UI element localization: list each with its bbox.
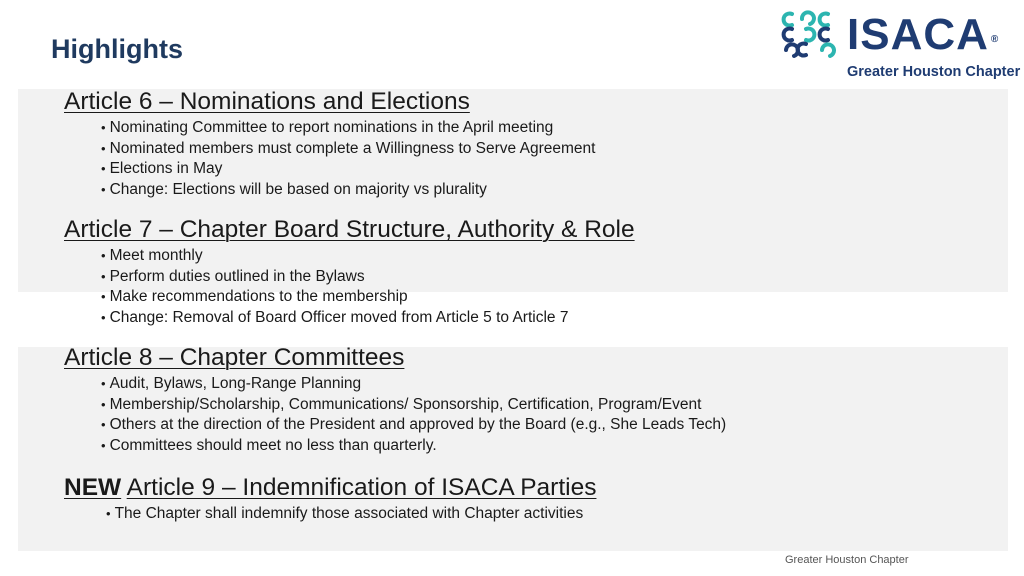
slide-title: Highlights: [51, 34, 183, 64]
bullet-list: [101, 374, 726, 456]
bullet-item: • Nominating Committee to report nominations in the April meeting: [101, 118, 595, 139]
bullet-list: [101, 118, 595, 200]
bullet-item: • Audit, Bylaws, Long-Range Planning: [101, 374, 726, 395]
bullet-item: • Committees should meet no less than quarterly.: [101, 436, 726, 457]
section-heading: Article 7 – Chapter Board Structure, Authority & Role: [64, 216, 635, 243]
section-article-6: [64, 88, 595, 200]
bullet-item: • Membership/Scholarship, Communications/ Sponsorship, Certification, Program/Event: [101, 395, 726, 416]
bullet-item: • Meet monthly: [101, 246, 635, 267]
slide-footer: Greater Houston Chapter: [785, 554, 909, 566]
section-heading: Article 6 – Nominations and Elections: [64, 88, 470, 115]
isaca-logo: [780, 10, 1021, 84]
bullet-item: • Perform duties outlined in the Bylaws: [101, 267, 635, 288]
section-article-7: [64, 216, 635, 328]
section-article-9: [64, 474, 596, 525]
logo-wordmark: ISACA ®: [847, 10, 1000, 59]
bullet-list: [106, 504, 596, 525]
bullet-item: • Others at the direction of the President and approved by the Board (e.g., She Leads Tech): [101, 415, 726, 436]
bullet-item: • Make recommendations to the membership: [101, 287, 635, 308]
new-label: NEW: [64, 474, 122, 501]
section-heading: Article 8 – Chapter Committees: [64, 344, 405, 371]
bullet-item: • The Chapter shall indemnify those associated with Chapter activities: [106, 504, 596, 525]
logo-chapter-name: Greater Houston Chapter: [847, 64, 1021, 80]
section-heading: NEW Article 9 – Indemnification of ISACA Parties: [64, 474, 597, 501]
bullet-item: • Change: Removal of Board Officer moved from Article 5 to Article 7: [101, 308, 635, 329]
bullet-item: • Elections in May: [101, 159, 595, 180]
isaca-logo-mark-icon: [780, 10, 836, 62]
bullet-item: • Change: Elections will be based on majority vs plurality: [101, 180, 595, 201]
bullet-item: • Nominated members must complete a Willingness to Serve Agreement: [101, 139, 595, 160]
section-article-8: [64, 344, 726, 456]
bullet-list: [101, 246, 635, 328]
